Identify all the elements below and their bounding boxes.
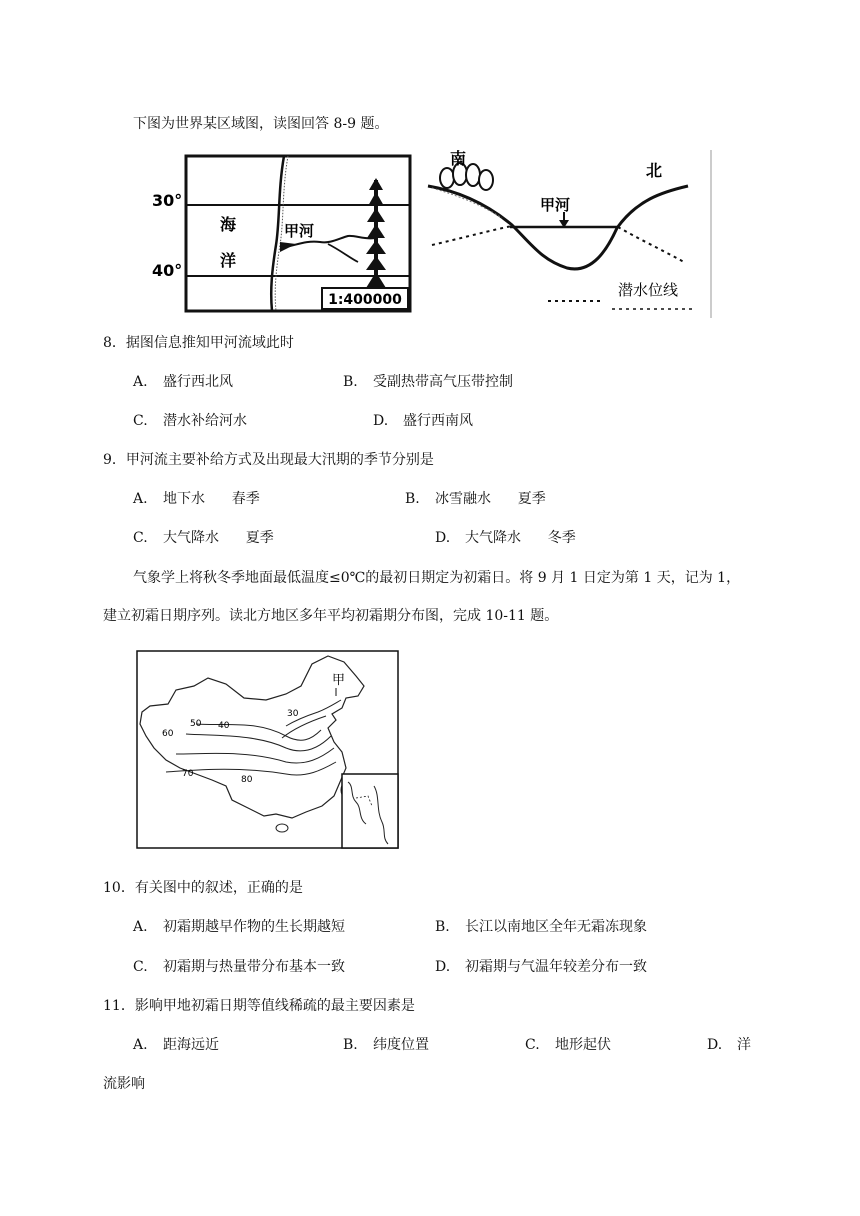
q11-option-d-wrap: 流影响 xyxy=(103,1076,145,1092)
lat-30-label: 30° xyxy=(152,191,183,210)
river-label: 甲河 xyxy=(284,222,315,240)
isoline-label-80: 80 xyxy=(241,775,253,785)
q10-option-b: B. 长江以南地区全年无霜冻现象 xyxy=(435,919,647,935)
q10-option-d: D. 初霜期与气温年较差分布一致 xyxy=(435,959,647,975)
q8-option-b: B. 受副热带高气压带控制 xyxy=(343,374,513,390)
q8-option-d: D. 盛行西南风 xyxy=(373,413,473,429)
river-label-2: 甲河 xyxy=(540,196,571,214)
frost-date-map-figure xyxy=(136,650,400,850)
q9-option-a: A. 地下水 春季 xyxy=(133,491,260,507)
q8-option-c: C. 潜水补给河水 xyxy=(133,413,247,429)
region-map-figure xyxy=(152,150,415,315)
forest-icon xyxy=(440,163,493,190)
q11-option-c: C. 地形起伏 xyxy=(525,1037,611,1053)
north-label: 北 xyxy=(646,161,663,180)
lat-40-label: 40° xyxy=(152,261,183,280)
intro-text-10-11-line1: 气象学上将秋冬季地面最低温度≤0℃的最初日期定为初霜日。将 9 月 1 日定为第 1 天，记为 1， xyxy=(133,570,741,586)
isoline-label-50: 50 xyxy=(190,719,202,729)
isoline-label-70: 70 xyxy=(182,769,194,779)
point-jia-label: 甲 xyxy=(332,673,346,688)
water-table-legend: 潜水位线 xyxy=(618,281,679,299)
intro-text-10-11-line2: 建立初霜日期序列。读北方地区多年平均初霜期分布图，完成 10-11 题。 xyxy=(103,608,559,624)
isoline-label-40: 40 xyxy=(218,721,230,731)
question-8-stem: 8．据图信息推知甲河流域此时 xyxy=(103,335,294,351)
q11-option-a: A. 距海远近 xyxy=(133,1037,219,1053)
q10-option-a: A. 初霜期越早作物的生长期越短 xyxy=(133,919,345,935)
intro-text-8-9: 下图为世界某区域图，读图回答 8-9 题。 xyxy=(133,116,389,132)
ocean-label-2: 洋 xyxy=(220,251,237,270)
q9-option-b: B. 冰雪融水 夏季 xyxy=(405,491,546,507)
q9-option-d: D. 大气降水 冬季 xyxy=(435,530,576,546)
q9-option-c: C. 大气降水 夏季 xyxy=(133,530,274,546)
south-label: 南 xyxy=(450,149,467,168)
ocean-label-1: 海 xyxy=(220,215,237,234)
isoline-label-60: 60 xyxy=(162,729,174,739)
q11-option-d: D. 洋 xyxy=(707,1037,751,1053)
scale-label: 1:400000 xyxy=(328,292,402,308)
river-profile-figure xyxy=(422,150,714,318)
question-9-stem: 9．甲河流主要补给方式及出现最大汛期的季节分别是 xyxy=(103,452,434,468)
question-10-stem: 10．有关图中的叙述，正确的是 xyxy=(103,880,303,896)
question-11-stem: 11．影响甲地初霜日期等值线稀疏的最主要因素是 xyxy=(103,998,415,1014)
q10-option-c: C. 初霜期与热量带分布基本一致 xyxy=(133,959,345,975)
isoline-label-30: 30 xyxy=(287,709,299,719)
q8-option-a: A. 盛行西北风 xyxy=(133,374,233,390)
q11-option-b: B. 纬度位置 xyxy=(343,1037,429,1053)
